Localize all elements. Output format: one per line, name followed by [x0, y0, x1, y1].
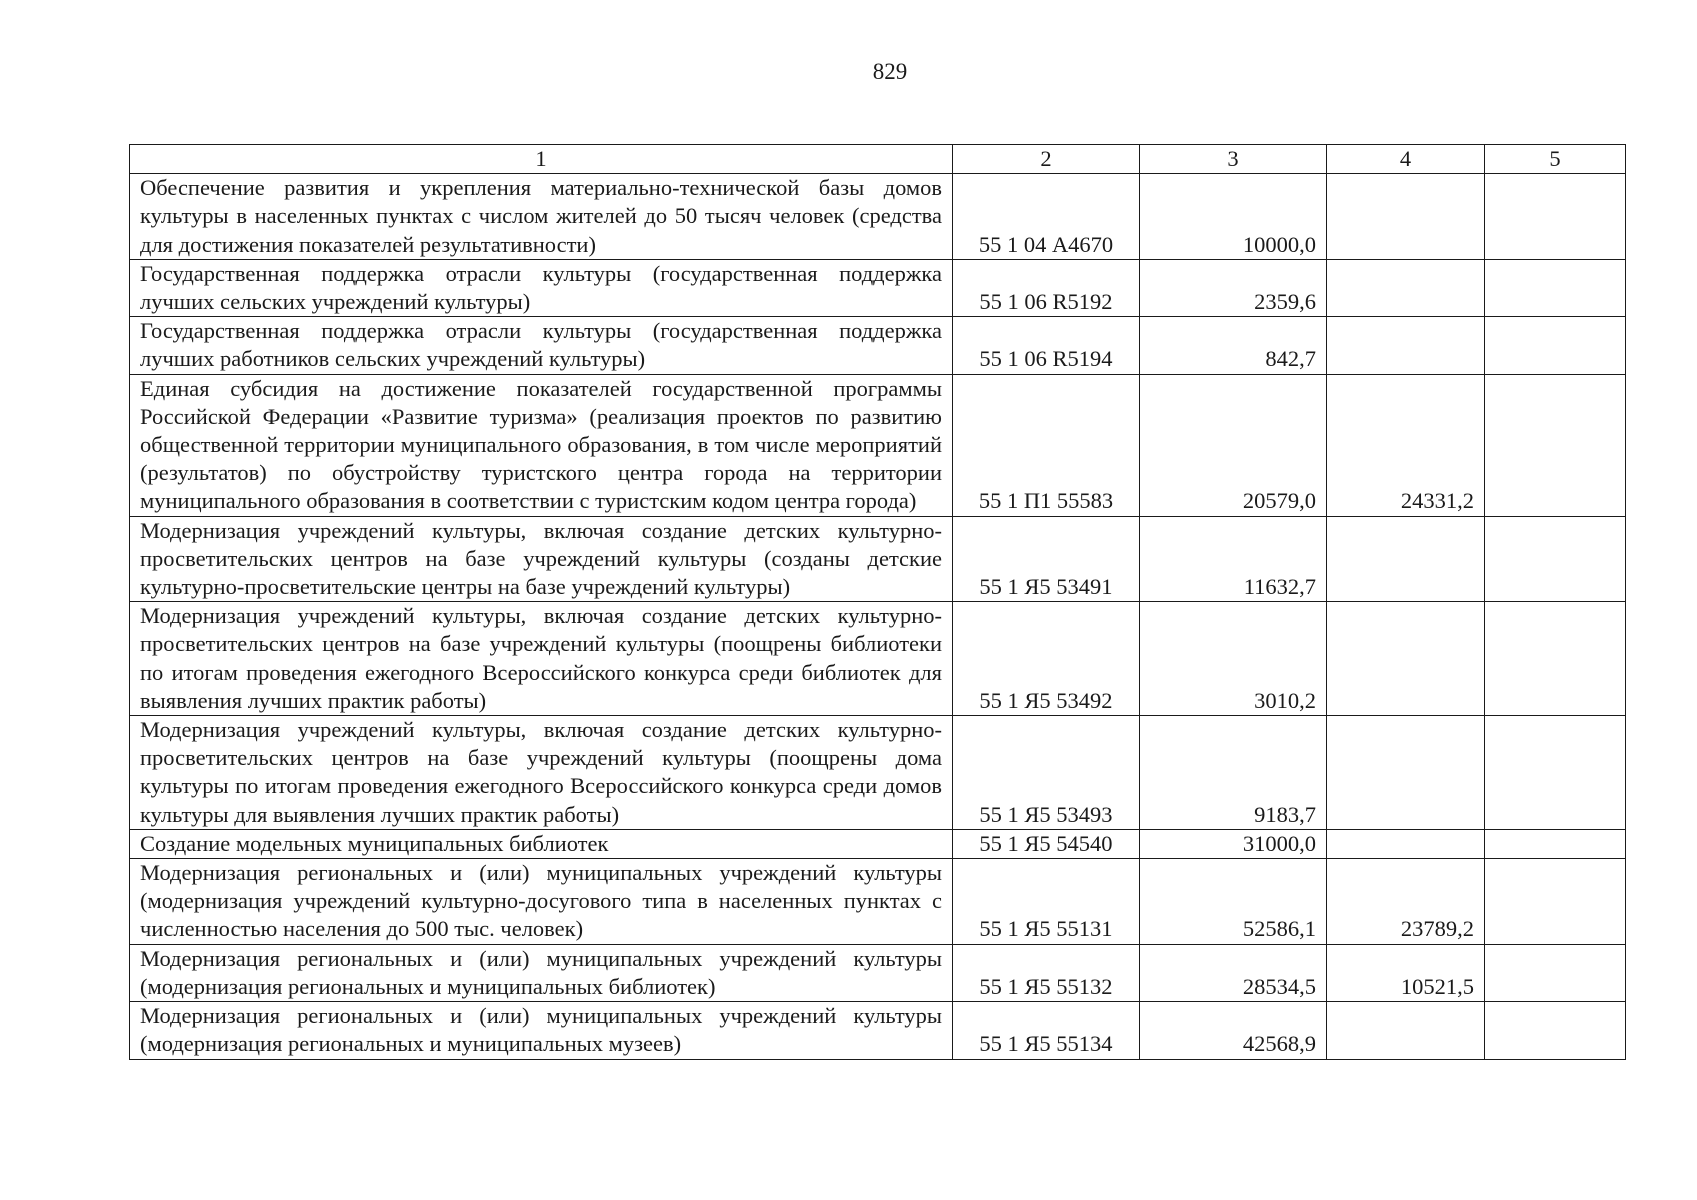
table-row: [130, 374, 1626, 516]
column-header-1: 1: [130, 145, 953, 174]
row-col3-cell: 20579,0: [1140, 374, 1327, 516]
row-name-cell: Модернизация учреждений культуры, включая создание детских культурно-просветительских центров на базе учреждений культуры (поощрены дома культуры по итогам проведения ежегодного Всероссийского конкурса среди домов культуры для выявления лучших практик работы): [130, 716, 953, 830]
budget-table-body: [130, 145, 1626, 1060]
row-col5-cell: [1485, 1002, 1626, 1059]
row-col3-cell: 2359,6: [1140, 259, 1327, 316]
row-col3-cell: 31000,0: [1140, 829, 1327, 858]
column-header-4: 4: [1327, 145, 1485, 174]
row-code-cell: 55 1 06 R5192: [953, 259, 1140, 316]
row-code-cell: 55 1 Я5 55131: [953, 859, 1140, 945]
row-col4-cell: [1327, 317, 1485, 374]
row-col5-cell: [1485, 317, 1626, 374]
row-col5-cell: [1485, 602, 1626, 716]
row-col4-cell: [1327, 516, 1485, 602]
table-row: [130, 317, 1626, 374]
table-row: [130, 944, 1626, 1001]
row-col4-cell: [1327, 716, 1485, 830]
table-row: [130, 716, 1626, 830]
column-header-2: 2: [953, 145, 1140, 174]
row-name-cell: Модернизация региональных и (или) муниципальных учреждений культуры (модернизация региональных и муниципальных музеев): [130, 1002, 953, 1059]
row-col3-cell: 28534,5: [1140, 944, 1327, 1001]
row-col3-cell: 42568,9: [1140, 1002, 1327, 1059]
row-col4-cell: [1327, 1002, 1485, 1059]
row-code-cell: 55 1 Я5 53491: [953, 516, 1140, 602]
row-col3-cell: 52586,1: [1140, 859, 1327, 945]
row-code-cell: 55 1 Я5 53493: [953, 716, 1140, 830]
table-row: [130, 516, 1626, 602]
column-header-5: 5: [1485, 145, 1626, 174]
table-row: [130, 829, 1626, 858]
row-col5-cell: [1485, 174, 1626, 260]
row-col4-cell: 24331,2: [1327, 374, 1485, 516]
row-name-cell: Модернизация региональных и (или) муниципальных учреждений культуры (модернизация региональных и муниципальных библиотек): [130, 944, 953, 1001]
row-code-cell: 55 1 Я5 54540: [953, 829, 1140, 858]
row-col4-cell: [1327, 602, 1485, 716]
row-name-cell: Государственная поддержка отрасли культуры (государственная поддержка лучших работников сельских учреждений культуры): [130, 317, 953, 374]
row-col5-cell: [1485, 374, 1626, 516]
row-col4-cell: [1327, 829, 1485, 858]
table-row: [130, 602, 1626, 716]
row-col5-cell: [1485, 516, 1626, 602]
row-name-cell: Модернизация учреждений культуры, включая создание детских культурно-просветительских центров на базе учреждений культуры (созданы детские культурно-просветительские центры на базе учреждений культуры): [130, 516, 953, 602]
row-code-cell: 55 1 Я5 55132: [953, 944, 1140, 1001]
row-col5-cell: [1485, 944, 1626, 1001]
row-col4-cell: [1327, 174, 1485, 260]
row-code-cell: 55 1 06 R5194: [953, 317, 1140, 374]
row-name-cell: Обеспечение развития и укрепления материально-технической базы домов культуры в населенных пунктах с числом жителей до 50 тысяч человек (средства для достижения показателей результативности): [130, 174, 953, 260]
table-row: [130, 859, 1626, 945]
row-name-cell: Модернизация региональных и (или) муниципальных учреждений культуры (модернизация учреждений культурно-досугового типа в населенных пунктах с численностью населения до 500 тыс. человек): [130, 859, 953, 945]
row-name-cell: Единая субсидия на достижение показателей государственной программы Российской Федерации «Развитие туризма» (реализация проектов по развитию общественной территории муниципального образования, в том числе мероприятий (результатов) по обустройству туристского центра города на территории муниципального образования в соответствии с туристским кодом центра города): [130, 374, 953, 516]
row-name-cell: Модернизация учреждений культуры, включая создание детских культурно-просветительских центров на базе учреждений культуры (поощрены библиотеки по итогам проведения ежегодного Всероссийского конкурса среди библиотек для выявления лучших практик работы): [130, 602, 953, 716]
row-col3-cell: 3010,2: [1140, 602, 1327, 716]
row-code-cell: 55 1 Я5 53492: [953, 602, 1140, 716]
budget-table: [129, 144, 1626, 1060]
row-col3-cell: 9183,7: [1140, 716, 1327, 830]
row-name-cell: Создание модельных муниципальных библиотек: [130, 829, 953, 858]
row-code-cell: 55 1 П1 55583: [953, 374, 1140, 516]
column-number-row: [130, 145, 1626, 174]
row-col5-cell: [1485, 829, 1626, 858]
table-row: [130, 174, 1626, 260]
row-col3-cell: 10000,0: [1140, 174, 1327, 260]
row-col5-cell: [1485, 716, 1626, 830]
row-col4-cell: 23789,2: [1327, 859, 1485, 945]
row-name-cell: Государственная поддержка отрасли культуры (государственная поддержка лучших сельских учреждений культуры): [130, 259, 953, 316]
column-header-3: 3: [1140, 145, 1327, 174]
row-col3-cell: 842,7: [1140, 317, 1327, 374]
row-col4-cell: 10521,5: [1327, 944, 1485, 1001]
row-col4-cell: [1327, 259, 1485, 316]
page-number: 829: [872, 59, 908, 84]
table-row: [130, 1002, 1626, 1059]
row-code-cell: 55 1 Я5 55134: [953, 1002, 1140, 1059]
row-col3-cell: 11632,7: [1140, 516, 1327, 602]
row-col5-cell: [1485, 259, 1626, 316]
row-code-cell: 55 1 04 А4670: [953, 174, 1140, 260]
row-col5-cell: [1485, 859, 1626, 945]
table-row: [130, 259, 1626, 316]
